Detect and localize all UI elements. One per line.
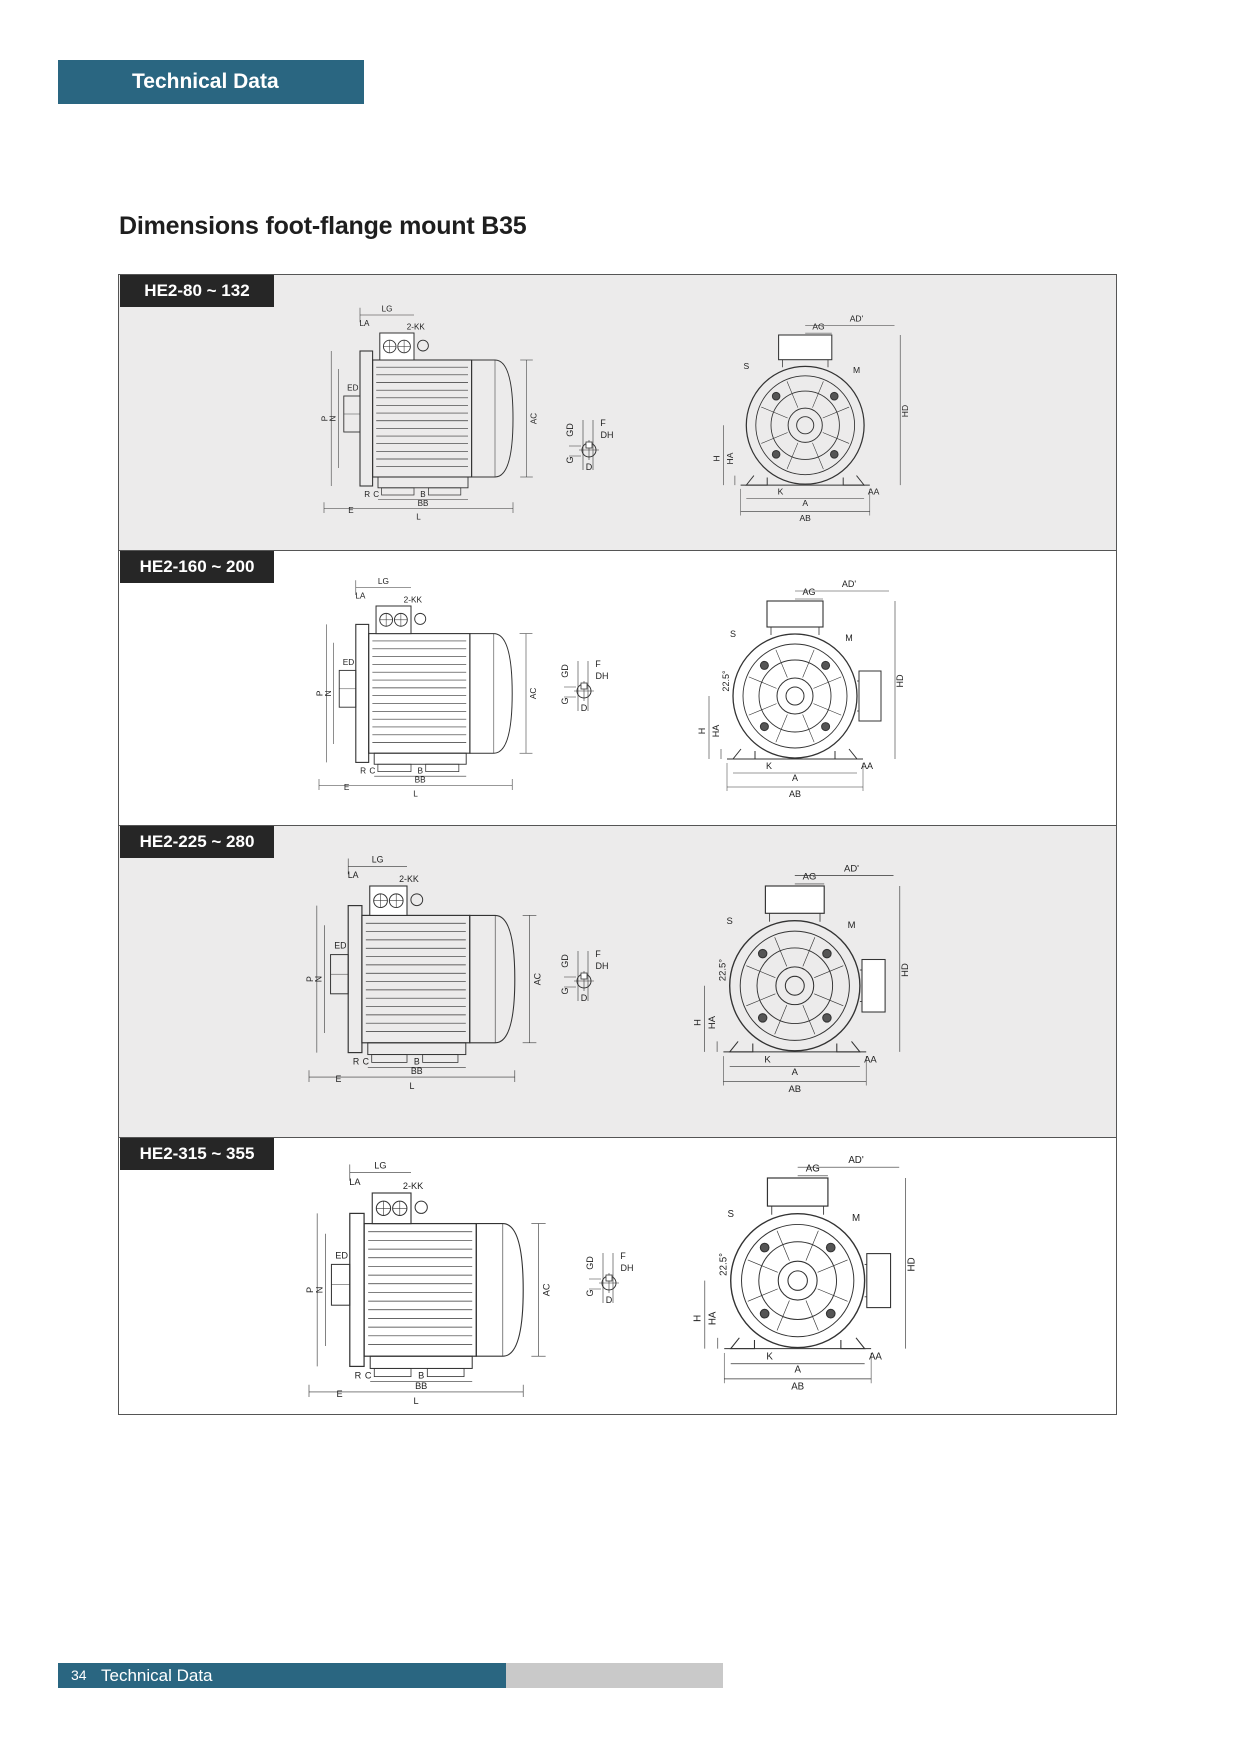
dimension-label: AD' [841, 579, 857, 589]
dimension-label: GD [585, 1256, 595, 1270]
dimension-label: AD' [848, 1154, 864, 1166]
side-view-drawing [321, 304, 539, 521]
panel-he2-225-280 [119, 825, 1116, 1137]
dimension-label: 22.5° [718, 1252, 730, 1276]
dimension-drawing [119, 826, 1116, 1138]
dimension-label: E [335, 1074, 342, 1084]
dimension-label: G [560, 987, 570, 995]
panel-label: HE2-160 ~ 200 [120, 551, 274, 583]
dimension-label: H [697, 727, 707, 735]
dimension-label: BB [410, 1066, 423, 1077]
dimension-label: AC [532, 972, 543, 986]
dimension-label: 2-KK [399, 874, 419, 885]
dimension-label: L [413, 789, 418, 799]
dimension-label: AA [860, 761, 874, 771]
dimension-label: K [777, 486, 784, 497]
end-view-drawing [692, 1155, 917, 1393]
dimension-label: LA [349, 1176, 361, 1187]
dimension-label: L [409, 1080, 415, 1091]
dimension-label: N [328, 415, 338, 422]
dimension-label: ED [342, 657, 355, 667]
dimension-label: AG [802, 587, 816, 597]
dimension-label: M [845, 633, 853, 643]
dimension-label: HD [900, 963, 912, 977]
dimension-label: R [354, 1370, 362, 1381]
dimension-label: S [729, 629, 737, 639]
dimension-label: DH [595, 671, 609, 681]
dimension-label: M [852, 365, 861, 375]
dimension-label: P [315, 690, 325, 697]
dimension-label: S [726, 915, 733, 927]
dimension-label: P [304, 976, 315, 983]
dimension-label: C [362, 1056, 370, 1067]
panel-label: HE2-315 ~ 355 [120, 1138, 274, 1170]
dimension-label: HD [906, 1257, 918, 1272]
dimension-label: 2-KK [406, 322, 425, 332]
dimension-label: AG [805, 1163, 820, 1175]
panel-he2-315-355 [119, 1137, 1116, 1414]
dimension-label: E [336, 1389, 343, 1399]
dimension-label: D [605, 1295, 613, 1305]
panel-he2-160-200 [119, 550, 1116, 825]
dimension-label: A [794, 1364, 801, 1376]
dimension-label: R [360, 766, 367, 776]
dimension-label: AA [868, 1351, 882, 1363]
shaft-detail-drawing [560, 659, 609, 713]
dimension-label: ED [335, 1250, 349, 1261]
dimension-label: AA [867, 486, 880, 497]
dimension-label: H [711, 455, 722, 462]
dimension-label: B [420, 489, 426, 499]
dimension-label: LA [355, 591, 366, 601]
dimension-label: AG [812, 321, 825, 332]
dimension-label: P [305, 1286, 316, 1293]
dimension-label: LA [347, 870, 359, 881]
dimension-label: D [585, 462, 593, 472]
dimension-label: AC [529, 687, 539, 700]
dimension-label: E [343, 783, 350, 792]
dimension-label: HD [899, 404, 910, 418]
end-view-drawing [697, 579, 905, 799]
dimension-drawing [119, 551, 1116, 826]
dimension-label: L [413, 1396, 419, 1407]
dimension-label: AD' [849, 313, 864, 324]
dimension-label: AC [541, 1283, 552, 1297]
dimension-label: AA [864, 1054, 877, 1066]
dimension-label: N [323, 690, 333, 697]
dimension-label: K [765, 761, 773, 771]
dimension-label: DH [620, 1263, 634, 1273]
dimension-label: HA [707, 1311, 719, 1326]
dimension-label: AB [788, 789, 802, 799]
dimension-label: F [595, 659, 601, 669]
side-view-drawing [305, 854, 542, 1090]
dimension-label: R [364, 489, 371, 499]
dimension-label: M [847, 920, 856, 931]
dimension-label: G [565, 456, 575, 464]
dimension-label: GD [560, 664, 570, 678]
dimension-label: B [417, 766, 423, 776]
dimension-label: C [369, 766, 376, 776]
dimension-label: G [560, 697, 570, 705]
dimension-label: A [791, 773, 799, 783]
dimension-label: HD [895, 674, 905, 688]
dimension-label: HA [725, 452, 735, 465]
dimension-label: LG [374, 1160, 387, 1171]
dimension-label: ED [334, 940, 347, 951]
side-view-drawing [316, 577, 538, 799]
page-footer [58, 1663, 723, 1688]
dimension-label: C [373, 489, 380, 499]
dimension-label: DH [600, 430, 614, 440]
dimension-label: F [620, 1251, 626, 1261]
page-number: 34 [71, 1667, 87, 1683]
dimension-label: R [352, 1056, 360, 1067]
dimension-label: LA [359, 318, 370, 328]
dimension-label: C [364, 1370, 372, 1381]
dimension-label: 2-KK [403, 595, 423, 605]
dimension-label: AD' [844, 863, 859, 875]
dimension-label: 22.5° [721, 670, 731, 692]
dimension-label: S [727, 1208, 734, 1220]
dimension-label: HA [711, 724, 721, 738]
end-view-drawing [712, 314, 910, 524]
side-view-drawing [305, 1161, 552, 1407]
dimension-label: B [413, 1056, 420, 1067]
dimension-label: D [580, 993, 588, 1003]
end-view-drawing [692, 863, 911, 1095]
dimension-label: F [600, 418, 606, 428]
dimension-label: AB [791, 1381, 805, 1393]
dimension-label: E [348, 506, 354, 515]
dimension-label: AB [799, 513, 811, 524]
dimension-label: GD [565, 423, 575, 437]
dimension-label: F [595, 949, 601, 959]
dimension-label: S [743, 361, 750, 372]
dimension-label: K [764, 1054, 771, 1066]
dimension-label: LG [377, 576, 389, 586]
dimension-label: HA [707, 1015, 718, 1030]
dimension-label: BB [417, 498, 429, 508]
dimension-label: DH [595, 961, 609, 971]
dimension-label: A [802, 498, 809, 508]
dimension-label: N [314, 1286, 325, 1294]
dimension-label: N [313, 975, 324, 983]
panel-he2-80-132 [119, 275, 1116, 550]
dimension-label: BB [414, 775, 426, 785]
dimension-label: K [766, 1351, 773, 1363]
dimension-label: AC [529, 412, 539, 425]
shaft-detail-drawing [565, 418, 614, 472]
shaft-detail-drawing [560, 949, 609, 1003]
dimension-label: GD [560, 954, 570, 968]
dimension-label: M [851, 1213, 861, 1225]
shaft-detail-drawing [585, 1251, 634, 1305]
footer-title: Technical Data [101, 1666, 213, 1685]
section-tab: Technical Data [58, 60, 364, 104]
drawings-frame [118, 274, 1117, 1415]
dimension-label: AG [802, 871, 817, 883]
dimension-label: H [692, 1314, 704, 1322]
dimension-label: LG [381, 304, 393, 314]
dimension-label: ED [347, 383, 359, 393]
panel-label: HE2-80 ~ 132 [120, 275, 274, 307]
dimension-drawing [119, 275, 1116, 550]
panel-label: HE2-225 ~ 280 [120, 826, 274, 858]
dimension-label: LG [371, 854, 384, 865]
page-title: Dimensions foot-flange mount B35 [119, 212, 527, 240]
dimension-label: D [580, 703, 588, 713]
dimension-label: P [320, 415, 330, 422]
dimension-label: H [692, 1019, 704, 1026]
dimension-label: AB [788, 1083, 802, 1095]
dimension-label: BB [415, 1380, 428, 1391]
dimension-label: 22.5° [717, 958, 729, 982]
dimension-drawing [119, 1138, 1116, 1415]
dimension-label: A [791, 1067, 798, 1078]
dimension-label: 2-KK [402, 1180, 424, 1191]
footer-bar-accent [506, 1663, 723, 1688]
dimension-label: G [585, 1289, 595, 1297]
dimension-label: B [418, 1370, 425, 1381]
dimension-label: L [416, 512, 421, 522]
